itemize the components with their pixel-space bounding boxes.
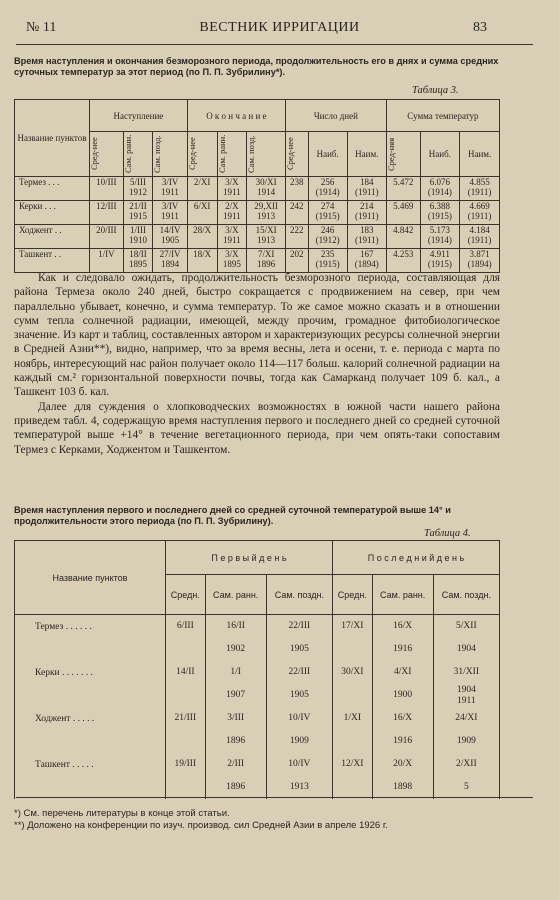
table4-cell [166,776,206,799]
table4-cell: 10/IV [266,753,332,776]
table4-cell: 1904 1911 [433,684,499,707]
table4-label: Таблица 4. [424,528,471,539]
table3-subheader-cell: Сам. позд. [153,132,187,177]
table3-cell: 30/XI 1914 [247,177,286,201]
table3-cell: 3.871 (1894) [460,249,500,273]
table3-cell: 222 [285,225,308,249]
table4-cell: 1913 [266,776,332,799]
table-row [15,638,500,661]
table3-cell: 20/III [90,225,124,249]
table3-caption: Время наступления и окончания безморозного периода, продолжительность его в днях и сумма средних суточных температур за этот период (по П. П. Зубрилину*). [14,56,499,77]
table3-cell: 29,XII 1913 [247,201,286,225]
table4-cell: 2/III [205,753,266,776]
table4-cell: 5 [433,776,499,799]
table4-cell: 16/X [372,707,433,730]
table3-subheader-cell: Сред-нее [285,132,308,177]
table-row [15,615,500,639]
table3-cell: 4.669 (1911) [460,201,500,225]
table3-cell: 18/II 1895 [123,249,153,273]
table3-row-name: Ходжент . . [15,225,90,249]
table4-row-name: Ходжент . . . . . [15,707,166,730]
table3-header-end: О к о н ч а н и е [187,100,285,132]
table3-subheader-cell: Наим. [347,132,386,177]
table3-header-sum: Сумма температур [386,100,499,132]
table3-cell: 5.173 (1914) [420,225,460,249]
table4-cell: 20/X [372,753,433,776]
table4-cell: 12/XI [332,753,372,776]
table3-cell: 256 (1914) [308,177,347,201]
table4-subheader-cell: Сам. поздн. [266,575,332,615]
footnotes [14,808,500,832]
table3-cell: 10/III [90,177,124,201]
table4-header-name: Название пунктов [15,541,166,615]
paragraph-2: Далее для суждения о хлопководческих возможностях в южной части нашего района приведем табл. 4, содержащую время наступления первого и последнего дней со средней суточной температурой выше +14° в течение вегетационного периода, при чем опять-таки сопоставим Термез с Керками, Ходжентом и Ташкентом. [14,400,500,456]
table3-cell: 4.911 (1915) [420,249,460,273]
table3-cell: 3/IV 1911 [153,177,187,201]
table3-cell: 12/III [90,201,124,225]
table3-subheader-cell: Сам. ранн. [123,132,153,177]
table3-header-start: Наступление [90,100,188,132]
table4-cell: 16/II [205,615,266,639]
table3-cell: 214 (1911) [347,201,386,225]
table4-cell [166,730,206,753]
footnote-1: *) См. перечень литературы в конце этой статьи. [14,808,230,819]
table3-cell: 5.469 [386,201,420,225]
table3-cell: 6/XI [187,201,217,225]
table3-cell: 7/XI 1896 [247,249,286,273]
table-row [15,684,500,707]
table3-cell: 235 (1915) [308,249,347,273]
table3-subheader-cell: Сам. позд. [247,132,286,177]
table3-subheader-cell: Сам. ранн. [217,132,247,177]
table3-cell: 18/X [187,249,217,273]
table4-row-name: Керки . . . . . . . [15,661,166,684]
table4-cell: 1896 [205,730,266,753]
table4-cell: 1916 [372,638,433,661]
table4-cell: 10/IV [266,707,332,730]
table4-cell: 1896 [205,776,266,799]
table-row [15,201,500,225]
table4-cell [332,730,372,753]
table4-cell [332,776,372,799]
table3-subheader-cell: Наиб. [308,132,347,177]
table4-row-name [15,730,166,753]
table4-cell: 22/III [266,615,332,639]
table4-cell [332,684,372,707]
table3 [14,99,500,273]
table3-subheader-cell: Сред-няя [386,132,420,177]
table4 [14,540,500,799]
table4-subheader-cell: Средн. [166,575,206,615]
table4-row-name [15,776,166,799]
table4-cell: 1909 [433,730,499,753]
table4-row-name: Ташкент . . . . . [15,753,166,776]
table4-cell: 3/III [205,707,266,730]
table4-cell: 1909 [266,730,332,753]
table3-header-days: Число дней [285,100,386,132]
table3-cell: 242 [285,201,308,225]
footnote-2: **) Доложено на конференции по изуч. производ. сил Средней Азии в апреле 1926 г. [14,820,388,831]
table4-cell: 4/XI [372,661,433,684]
table4-cell: 1/XI [332,707,372,730]
table4-subheader-cell: Сам. ранн. [372,575,433,615]
table4-header-last: П о с л е д н и й д е н ь [332,541,499,575]
table3-cell: 238 [285,177,308,201]
table4-cell [332,638,372,661]
table-row [15,707,500,730]
page-number: 83 [473,20,487,35]
table3-cell: 14/IV 1905 [153,225,187,249]
table3-cell: 6.076 (1914) [420,177,460,201]
table4-bottom-rule [16,797,533,798]
table4-cell: 30/XI [332,661,372,684]
table4-header-first: П е р в ы й д е н ь [166,541,333,575]
table3-row-name: Керки . . . [15,201,90,225]
table4-cell: 17/XI [332,615,372,639]
table4-subheader-cell: Сам. поздн. [433,575,499,615]
table3-subheader-cell: Наим. [460,132,500,177]
table4-cell: 14/II [166,661,206,684]
table3-cell: 15/XI 1913 [247,225,286,249]
table3-subheader-cell: Сред-нее [187,132,217,177]
table4-cell: 19/III [166,753,206,776]
table3-cell: 167 (1894) [347,249,386,273]
table4-cell [166,638,206,661]
table4-cell: 16/X [372,615,433,639]
table4-cell: 6/III [166,615,206,639]
table3-cell: 184 (1911) [347,177,386,201]
table3-cell: 1/III 1910 [123,225,153,249]
table3-cell: 3/X 1911 [217,177,247,201]
table4-cell: 1905 [266,684,332,707]
table4-cell: 1904 [433,638,499,661]
table4-cell: 2/XII [433,753,499,776]
table4-cell: 1898 [372,776,433,799]
table4-cell: 1905 [266,638,332,661]
table4-cell: 1/I [205,661,266,684]
table4-cell: 21/III [166,707,206,730]
table4-cell: 5/XII [433,615,499,639]
table-row [15,730,500,753]
table4-cell: 31/XII [433,661,499,684]
table4-caption: Время наступления первого и последнего дней со средней суточной температурой выше 14° и продолжительности этого периода (по П. П. Зубрилину). [14,505,451,526]
table3-row-name: Ташкент . . [15,249,90,273]
table-row [15,177,500,201]
table3-cell: 4.855 (1911) [460,177,500,201]
table3-header-name: Название пунктов [15,100,90,177]
table4-cell [166,684,206,707]
table3-cell: 4.184 (1911) [460,225,500,249]
table-row [15,753,500,776]
journal-title: ВЕСТНИК ИРРИГАЦИИ [199,20,360,35]
table3-cell: 5.472 [386,177,420,201]
table3-cell: 21/II 1915 [123,201,153,225]
body-text [14,271,500,457]
table4-cell: 1900 [372,684,433,707]
running-header [0,20,559,42]
table3-cell: 1/IV [90,249,124,273]
table-row [15,661,500,684]
table-row [15,776,500,799]
table4-row-name: Термез . . . . . . [15,615,166,639]
table4-subheader-cell: Средн. [332,575,372,615]
table3-cell: 246 (1912) [308,225,347,249]
table3-subheader-cell: Наиб. [420,132,460,177]
table3-cell: 3/X 1895 [217,249,247,273]
table4-subheader-cell: Сам. ранн. [205,575,266,615]
table4-cell: 24/XI [433,707,499,730]
table-row [15,249,500,273]
table3-cell: 28/X [187,225,217,249]
table3-cell: 202 [285,249,308,273]
table3-cell: 4.842 [386,225,420,249]
table3-cell: 2/X 1911 [217,201,247,225]
table3-cell: 274 (1915) [308,201,347,225]
table3-cell: 3/IV 1911 [153,201,187,225]
table3-cell: 5/III 1912 [123,177,153,201]
table4-row-name [15,638,166,661]
paragraph-1: Как и следовало ожидать, продолжительность безморозного периода, составляющая для района Термеза около 240 дней, быстро сокращается с продвижением на север, при чем параллельно убывает, конечно, и сумма температур. То же самое можно сказать и в отношении сумм тепла солнечной радиации, имеющей, между прочим, громадное фитобиологическое значение. Из карт и таблиц, составленных автором и характеризующих ресурсы солнечной энергии в Средней Азии**), видно, например, что за время весны, лета и осени, т. е. периода с марта по ноябрь, интересующий нас район получает около 114—117 больш. калорий солнечной радиации на каждый см.² горизонтальной поверхности почвы, тогда как Самарканд получает 109 б. кал., а Ташкент 103 б. кал. [14,272,500,399]
table3-cell: 4.253 [386,249,420,273]
table3-cell: 27/IV 1894 [153,249,187,273]
header-rule [16,44,533,45]
table4-cell: 1902 [205,638,266,661]
table3-cell: 3/X 1911 [217,225,247,249]
table3-cell: 2/XI [187,177,217,201]
table4-row-name [15,684,166,707]
issue-number: № 11 [26,20,57,35]
table-row [15,225,500,249]
table3-cell: 183 (1911) [347,225,386,249]
table4-cell: 22/III [266,661,332,684]
table4-cell: 1916 [372,730,433,753]
table3-row-name: Термез . . . [15,177,90,201]
table3-cell: 6.388 (1915) [420,201,460,225]
table4-cell: 1907 [205,684,266,707]
table3-subheader-cell: Сред-нее [90,132,124,177]
table3-label: Таблица 3. [412,85,459,96]
